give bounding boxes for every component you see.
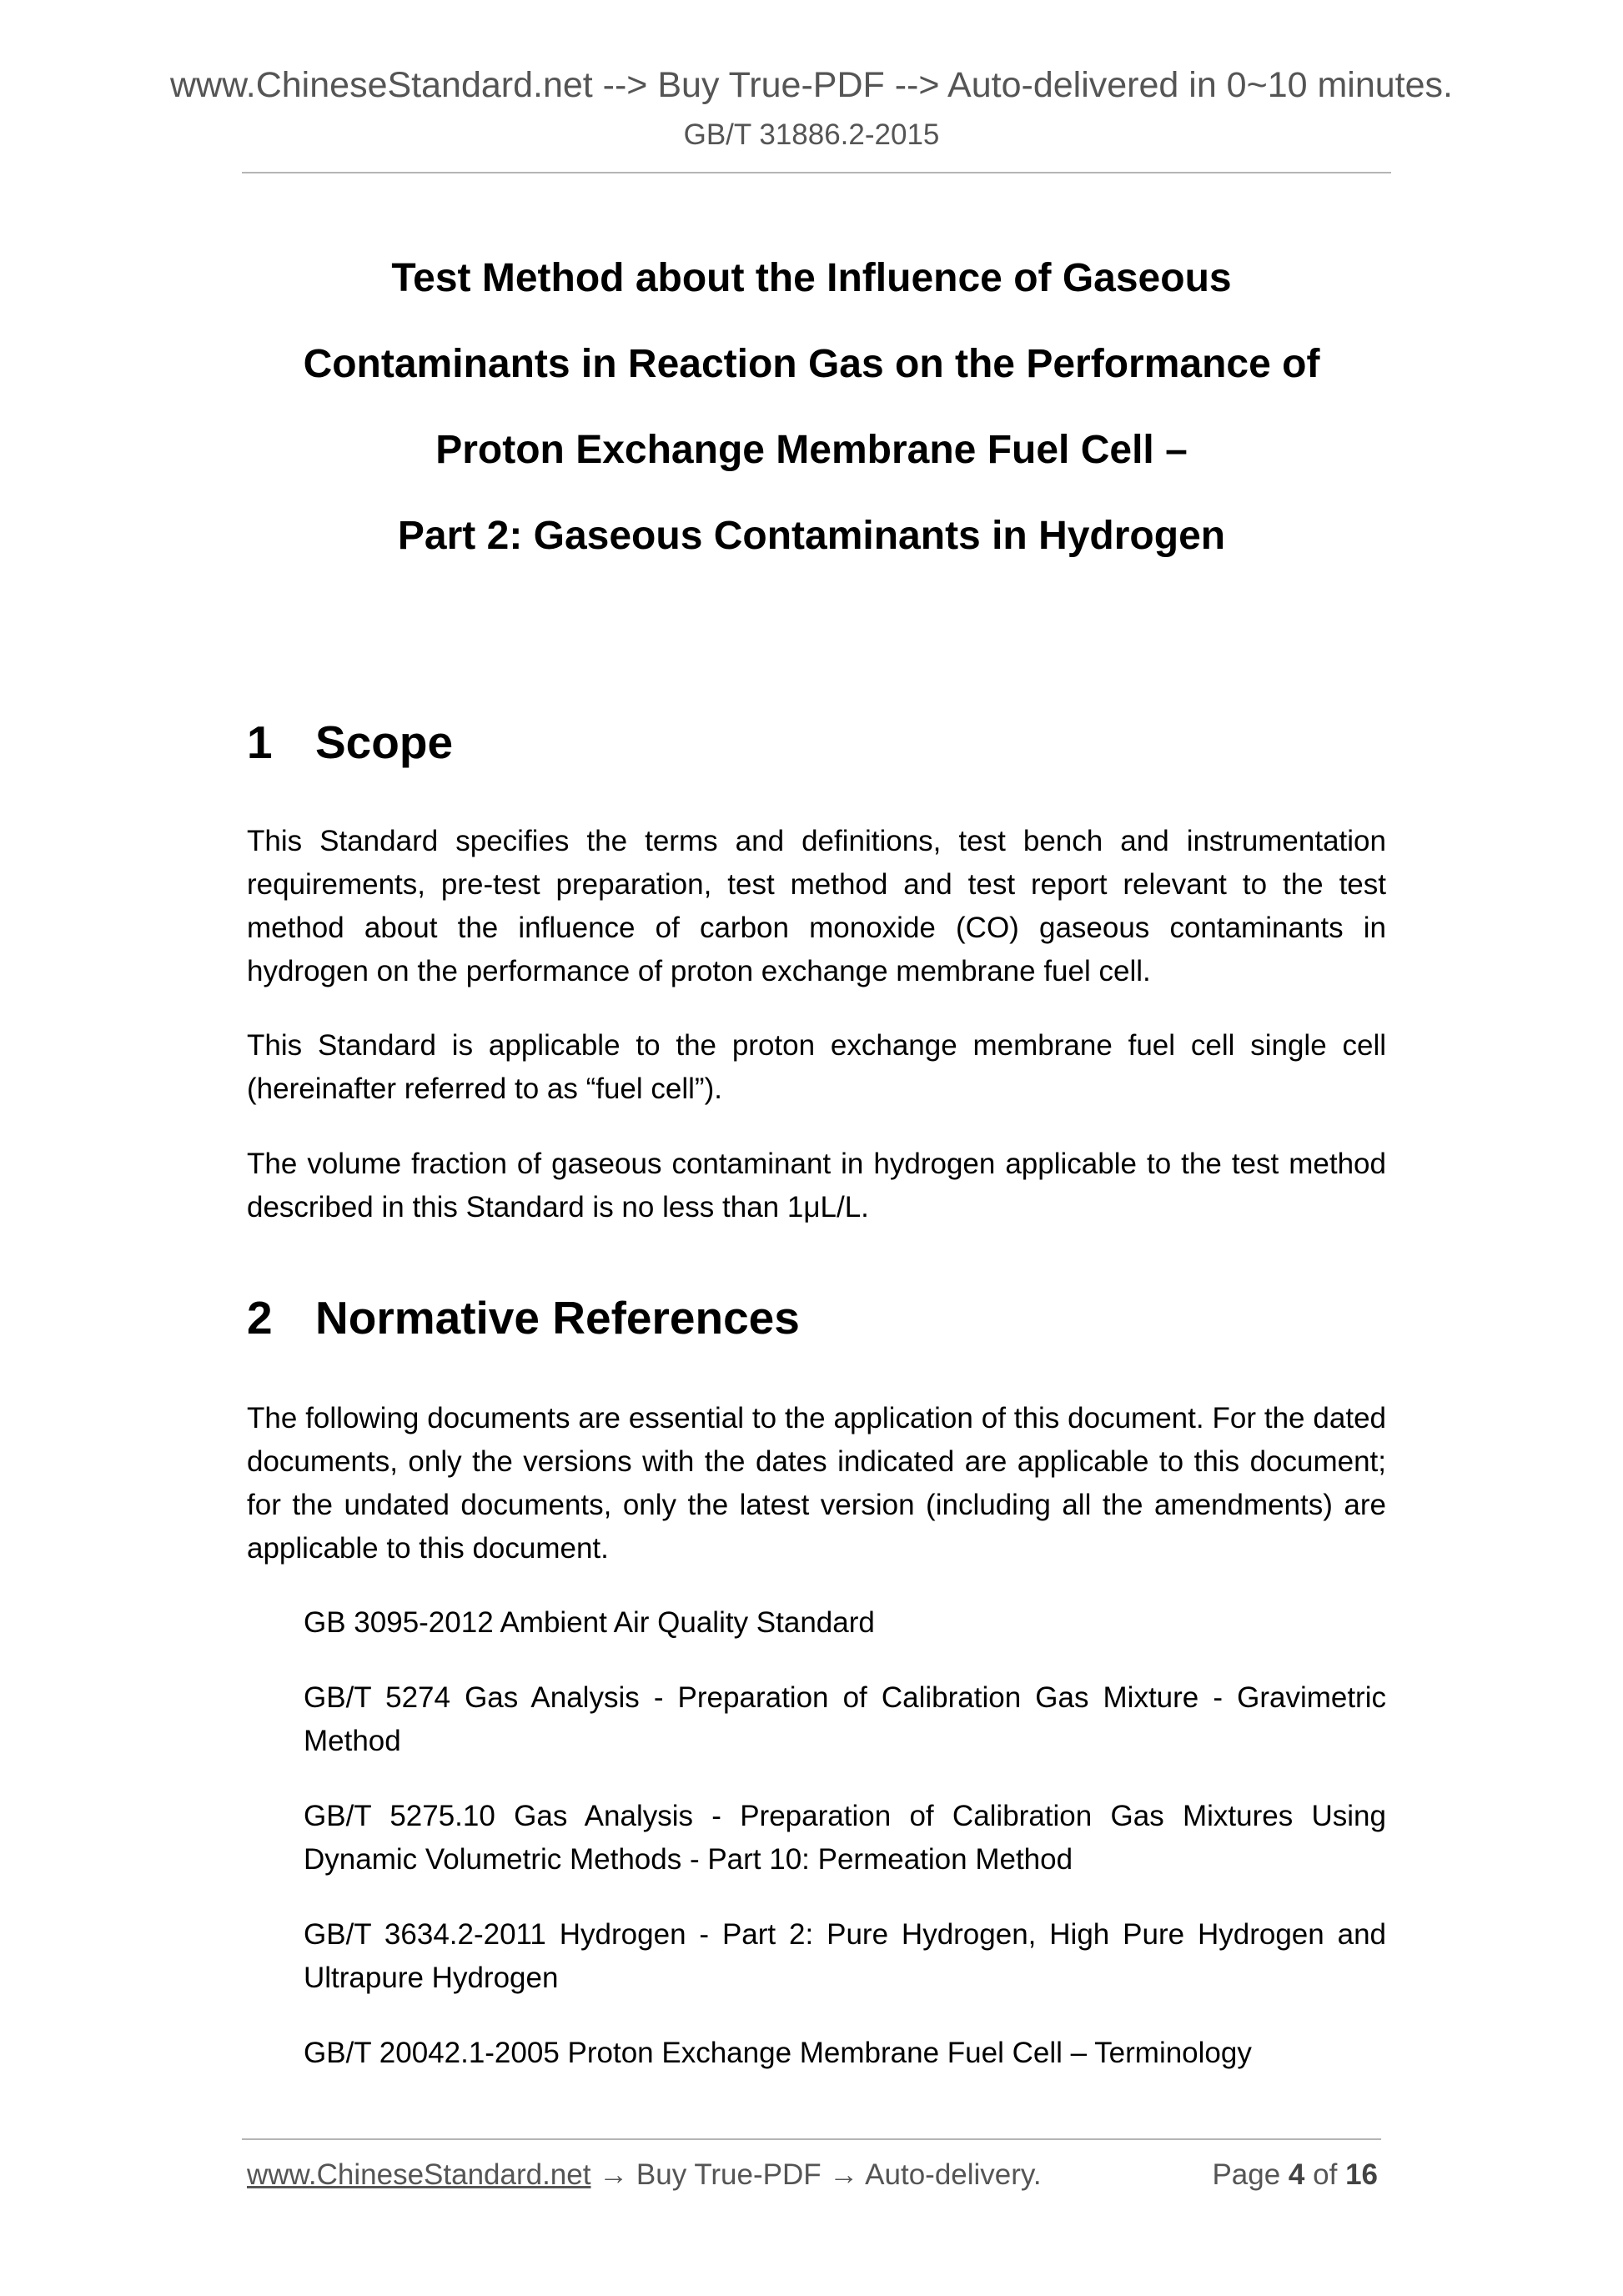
section-2-number: 2 [247, 1292, 273, 1344]
footer-divider [242, 2138, 1381, 2140]
reference-item: GB/T 5274 Gas Analysis - Preparation of Calibration Gas Mixture - Gravimetric Method [304, 1681, 1386, 1757]
page-indicator [1212, 2158, 1378, 2192]
section-2-title: Normative References [315, 1292, 800, 1344]
section-2-heading [247, 1291, 800, 1344]
page-number: 4 [1288, 2158, 1305, 2191]
header-banner: www.ChineseStandard.net --> Buy True-PDF --> Auto-delivered in 0~10 minutes. [169, 65, 1453, 105]
reference-item: GB/T 5275.10 Gas Analysis - Preparation of Calibration Gas Mixtures Using Dynamic Volumetric Methods - Part 10: Permeation Method [304, 1800, 1386, 1876]
page-label: Page [1212, 2158, 1281, 2191]
scope-paragraph-3: The volume fraction of gaseous contaminant in hydrogen applicable to the test method described in this Standard is no less than 1μL/L. [247, 1148, 1386, 1223]
title-line-1: Test Method about the Influence of Gaseous [391, 256, 1232, 300]
reference-item: GB 3095-2012 Ambient Air Quality Standard [304, 1606, 875, 1639]
page-total: 16 [1345, 2158, 1378, 2191]
scope-paragraph-2: This Standard is applicable to the proton exchange membrane fuel cell single cell (hereinafter referred to as “fuel cell”). [247, 1029, 1386, 1105]
header-divider [242, 172, 1391, 173]
section-1-heading [247, 716, 453, 769]
section-1-title: Scope [315, 716, 454, 768]
title-line-4: Part 2: Gaseous Contaminants in Hydrogen [397, 514, 1226, 558]
reference-item: GB/T 3634.2-2011 Hydrogen - Part 2: Pure Hydrogen, High Pure Hydrogen and Ultrapure Hydrogen [304, 1918, 1386, 1994]
section-1-number: 1 [247, 716, 273, 768]
references-intro: The following documents are essential to the application of this document. For the dated documents, only the versions with the dates indicated are applicable to this document; for the undated documents, only the latest version (including all the amendments) are applicable to this document. [247, 1402, 1386, 1565]
title-line-2: Contaminants in Reaction Gas on the Performance of [303, 342, 1320, 386]
document-title [200, 235, 1423, 579]
scope-paragraph-1: This Standard specifies the terms and definitions, test bench and instrumentation requirements, pre-test preparation, test method and test report relevant to the test method about the influence of carbon monoxide (CO) gaseous contaminants in hydrogen on the performance of proton exchange membrane fuel cell. [247, 825, 1386, 987]
reference-item: GB/T 20042.1-2005 Proton Exchange Membrane Fuel Cell – Terminology [304, 2037, 1252, 2069]
footer-website-link[interactable]: www.ChineseStandard.net [247, 2158, 591, 2191]
footer-tagline: → Buy True-PDF → Auto-delivery. [590, 2158, 1042, 2191]
standard-code: GB/T 31886.2-2015 [683, 118, 940, 151]
footer [247, 2158, 1378, 2192]
title-line-3: Proton Exchange Membrane Fuel Cell – [435, 428, 1188, 472]
of-label: of [1313, 2158, 1338, 2191]
